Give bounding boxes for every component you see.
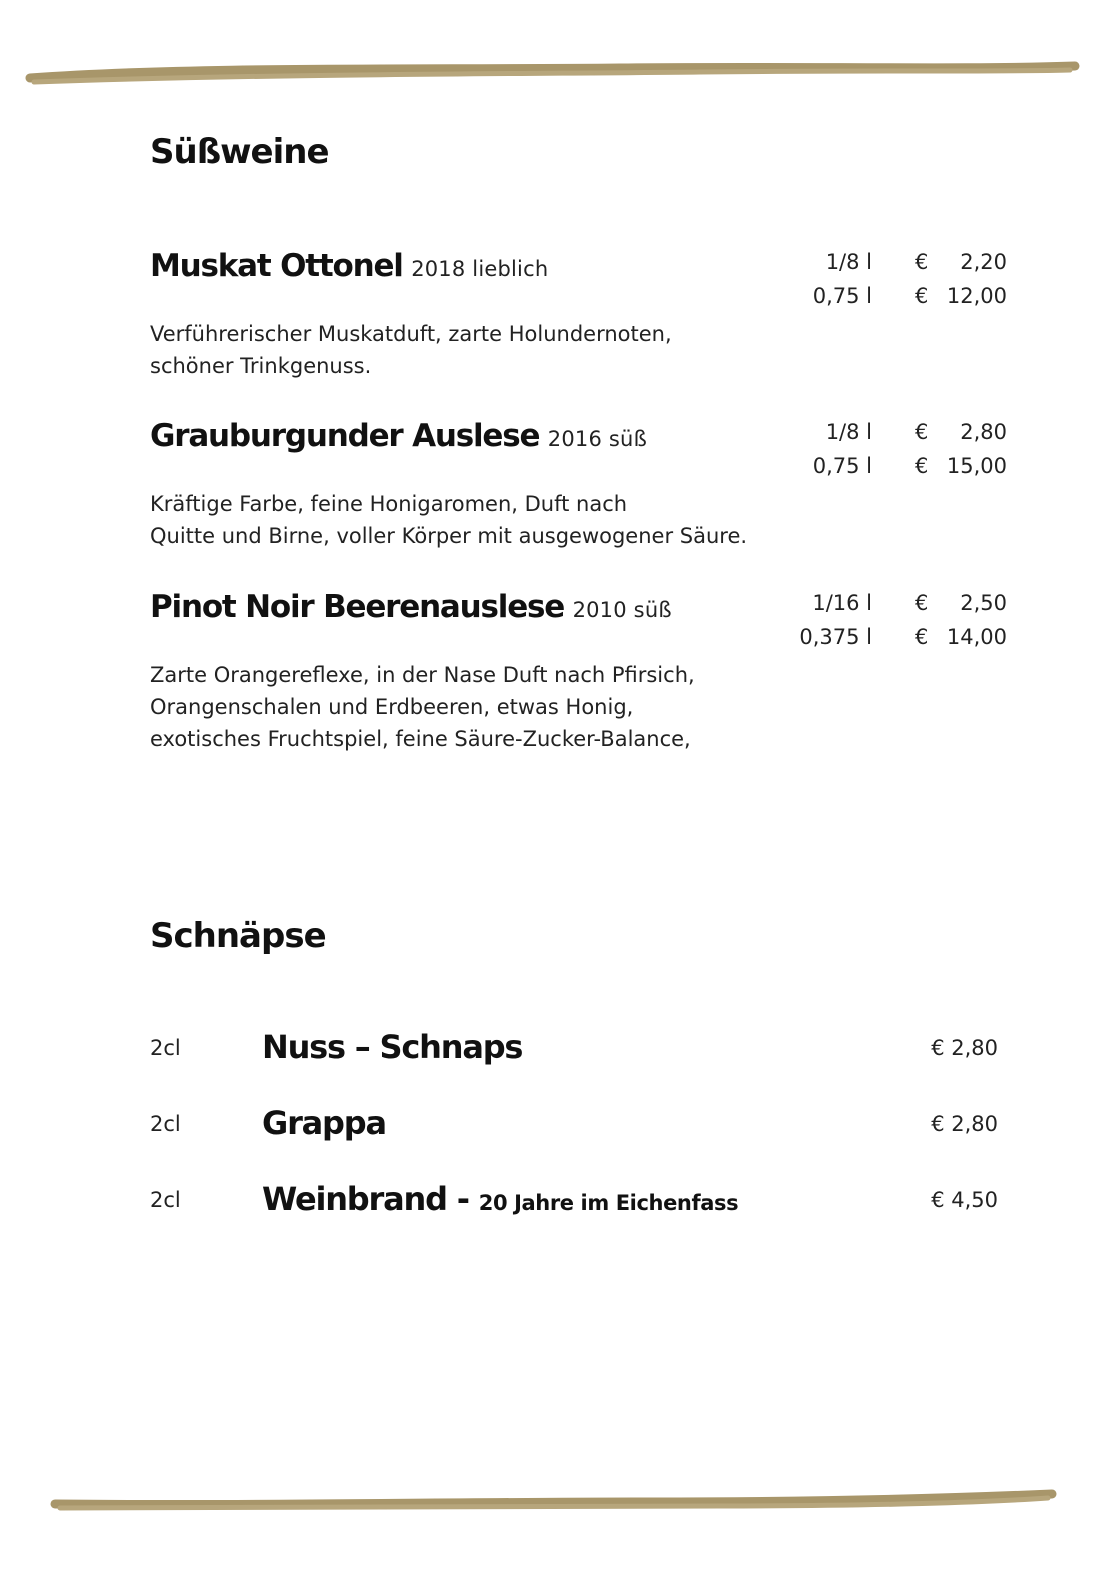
price-quantity: 1/16 l (812, 591, 872, 615)
wine-prices (150, 250, 1010, 318)
spirit-item (150, 1028, 1010, 1068)
price-currency: € (915, 284, 929, 308)
price-amount: 2,20 (960, 250, 1007, 274)
price-amount: 2,80 (960, 420, 1007, 444)
price-currency: € (915, 625, 929, 649)
wine-name: Pinot Noir Beerenauslese (150, 589, 565, 625)
price-quantity: 0,75 l (812, 284, 872, 308)
price-currency: € (915, 454, 929, 478)
wine-prices (150, 591, 1010, 659)
price-quantity: 0,375 l (799, 625, 872, 649)
spirit-size: 2cl (150, 1036, 181, 1060)
price-row (150, 284, 1010, 318)
spirit-name (262, 1028, 522, 1066)
description-line: Kräftige Farbe, feine Honigaromen, Duft nach (150, 492, 628, 516)
section-title-sweet-wines: Süßweine (150, 132, 329, 172)
wine-prices (150, 420, 1010, 488)
spirit-name-text: Nuss – Schnaps (262, 1028, 523, 1066)
wine-description (150, 488, 830, 552)
wine-header (150, 418, 1010, 478)
spirit-size: 2cl (150, 1112, 181, 1136)
wine-header (150, 589, 1010, 649)
description-line: Zarte Orangereflexe, in der Nase Duft nach Pfirsich, (150, 663, 695, 687)
spirit-note: 20 Jahre im Eichenfass (478, 1191, 739, 1215)
wine-name: Muskat Ottonel (150, 248, 403, 284)
wine-vintage-style: 2018 lieblich (411, 257, 549, 281)
spirit-name-text: Weinbrand - (262, 1180, 469, 1218)
wine-item (150, 589, 1010, 755)
wine-vintage-style: 2010 süß (572, 598, 672, 622)
spirit-price: € 2,80 (931, 1036, 998, 1060)
wine-description (150, 318, 830, 382)
wine-header (150, 248, 1010, 308)
price-amount: 14,00 (946, 625, 1007, 649)
spirit-price: € 4,50 (931, 1188, 998, 1212)
section-title-spirits: Schnäpse (150, 916, 326, 956)
price-amount: 15,00 (946, 454, 1007, 478)
description-line: Verführerischer Muskatduft, zarte Holundernoten, (150, 322, 672, 346)
description-line: Quitte und Birne, voller Körper mit ausgewogener Säure. (150, 524, 748, 548)
wine-name: Grauburgunder Auslese (150, 418, 540, 454)
spirit-price: € 2,80 (931, 1112, 998, 1136)
description-line: Orangenschalen und Erdbeeren, etwas Honig, (150, 695, 634, 719)
price-amount: 12,00 (946, 284, 1007, 308)
wine-item (150, 418, 1010, 552)
spirit-name-text: Grappa (262, 1104, 386, 1142)
price-row (150, 250, 1010, 284)
price-row (150, 625, 1010, 659)
description-line: schöner Trinkgenuss. (150, 354, 372, 378)
price-currency: € (915, 250, 929, 274)
spirit-item (150, 1180, 1010, 1220)
spirit-name (262, 1180, 738, 1218)
wine-description (150, 659, 830, 755)
price-quantity: 1/8 l (825, 420, 872, 444)
price-quantity: 0,75 l (812, 454, 872, 478)
price-quantity: 1/8 l (825, 250, 872, 274)
top-brush-stroke (0, 52, 1107, 96)
price-row (150, 591, 1010, 625)
price-row (150, 454, 1010, 488)
spirit-item (150, 1104, 1010, 1144)
price-currency: € (915, 420, 929, 444)
price-currency: € (915, 591, 929, 615)
wine-vintage-style: 2016 süß (547, 427, 647, 451)
description-line: exotisches Fruchtspiel, feine Säure-Zucker-Balance, (150, 727, 691, 751)
spirit-name (262, 1104, 386, 1142)
bottom-brush-stroke (0, 1484, 1107, 1524)
spirit-size: 2cl (150, 1188, 181, 1212)
price-row (150, 420, 1010, 454)
price-amount: 2,50 (960, 591, 1007, 615)
wine-item (150, 248, 1010, 382)
